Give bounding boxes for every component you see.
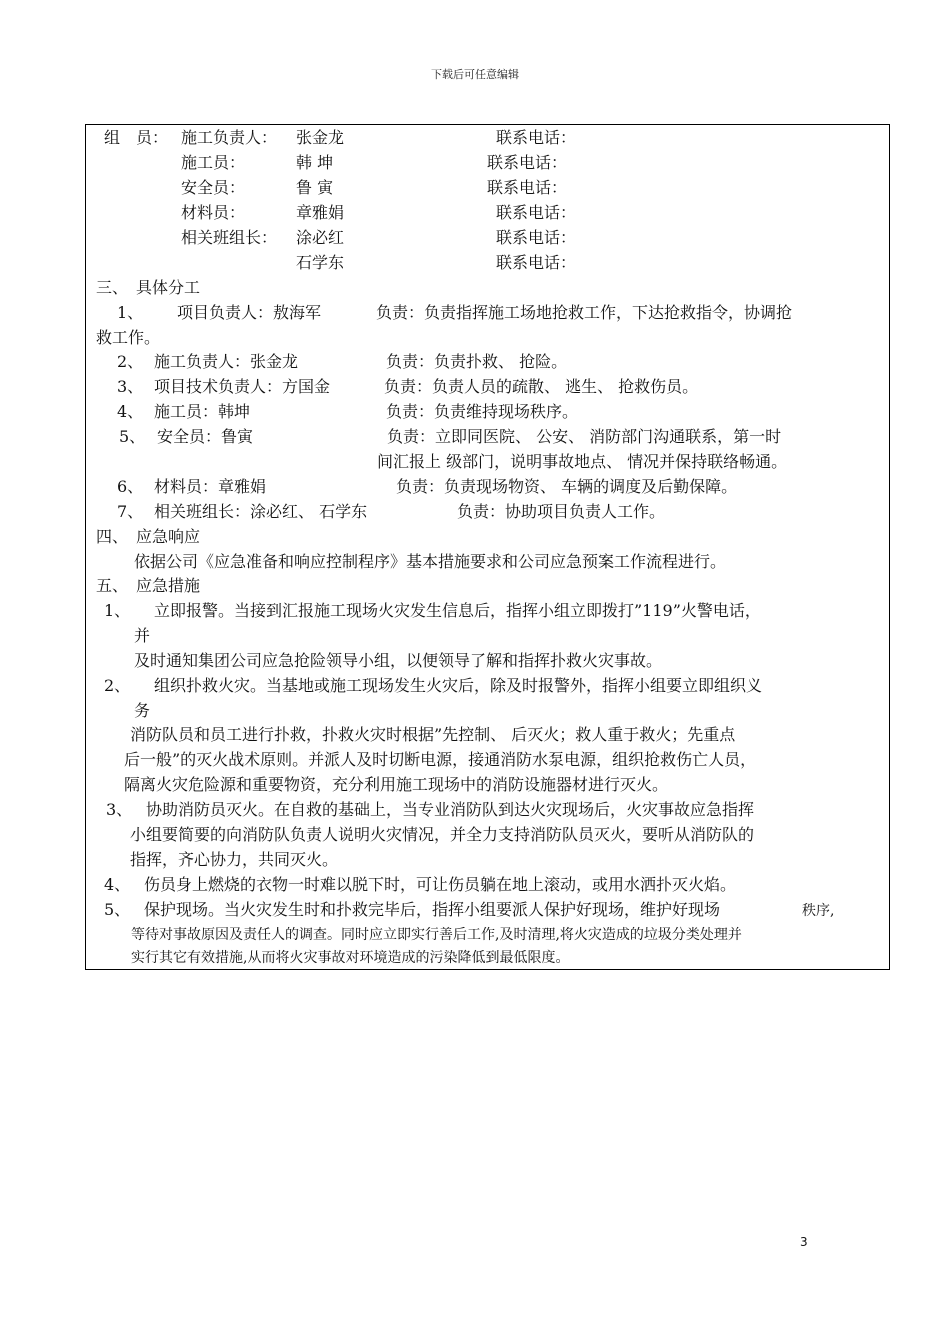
section-title: 三、 具体分工 <box>96 278 201 297</box>
measure-number: 3、 <box>106 800 133 819</box>
member-name: 张金龙 <box>296 128 345 147</box>
measure-number: 4、 <box>104 875 131 894</box>
item-number: 7、 <box>117 502 144 521</box>
item-person: 安全员：鲁寅 <box>157 427 254 446</box>
item-number: 1、 <box>117 303 144 322</box>
item-duty: 负责：负责维持现场秩序。 <box>386 402 579 421</box>
member-phone: 联系电话： <box>496 203 577 222</box>
measure-number: 5、 <box>104 900 131 919</box>
section-text: 依据公司《应急准备和响应控制程序》基本措施要求和公司应急预案工作流程进行。 <box>134 552 727 571</box>
item-person: 施工负责人：张金龙 <box>154 352 299 371</box>
member-phone: 联系电话： <box>496 128 577 147</box>
item-person: 施工员：韩坤 <box>154 402 251 421</box>
item-number: 4、 <box>117 402 144 421</box>
item-duty: 负责：负责人员的疏散、 逃生、 抢救伤员。 <box>384 377 699 396</box>
measure-text: 保护现场。当火灾发生时和扑救完毕后，指挥小组要派人保护好现场，维护好现场 <box>144 900 721 919</box>
member-role: 施工员： <box>181 153 246 172</box>
page-header: 下载后可任意编辑 <box>431 68 519 81</box>
measure-text: 及时通知集团公司应急抢险领导小组，以便领导了解和指挥扑救火灾事故。 <box>134 651 663 670</box>
section-title: 五、 应急措施 <box>96 576 201 595</box>
item-duty: 负责：负责扑救、 抢险。 <box>386 352 568 371</box>
measure-text: 务 <box>134 701 151 720</box>
member-name: 石学东 <box>296 253 345 272</box>
measure-text: 指挥，齐心协力，共同灭火。 <box>130 850 339 869</box>
item-person: 项目技术负责人：方国金 <box>154 377 331 396</box>
member-name: 涂必红 <box>296 228 345 247</box>
item-duty: 负责：立即同医院、 公安、 消防部门沟通联系，第一时 <box>387 427 782 446</box>
item-person: 材料员：章雅娟 <box>154 477 267 496</box>
measure-text-small: 实行其它有效措施,从而将火灾事故对环境造成的污染降低到最低限度。 <box>131 950 570 966</box>
item-duty-cont: 间汇报上 级部门，说明事故地点、 情况并保持联络畅通。 <box>377 452 788 471</box>
measure-text: 隔离火灾危险源和重要物资，充分利用施工现场中的消防设施器材进行灭火。 <box>124 775 669 794</box>
member-role: 相关班组长： <box>181 228 278 247</box>
item-number: 3、 <box>117 377 144 396</box>
member-name: 韩 坤 <box>296 153 334 172</box>
measure-number: 1、 <box>104 601 131 620</box>
measure-text: 组织扑救火灾。当基地或施工现场发生火灾后，除及时报警外，指挥小组要立即组织义 <box>154 676 763 695</box>
item-number: 5、 <box>119 427 146 446</box>
member-phone: 联系电话： <box>496 253 577 272</box>
member-phone: 联系电话： <box>487 153 568 172</box>
item-duty: 负责：负责现场物资、 车辆的调度及后勤保障。 <box>396 477 738 496</box>
measure-text: 伤员身上燃烧的衣物一时难以脱下时，可让伤员躺在地上滚动，或用水洒扑灭火焰。 <box>144 875 737 894</box>
member-name: 章雅娟 <box>296 203 345 222</box>
item-number: 2、 <box>117 352 144 371</box>
measure-number: 2、 <box>104 676 131 695</box>
measure-text: 消防队员和员工进行扑救，扑救火灾时根据”先控制、 后灭火；救人重于救火；先重点 <box>130 725 736 744</box>
measure-text: 并 <box>134 626 151 645</box>
member-role: 施工负责人： <box>181 128 278 147</box>
item-person: 相关班组长：涂必红、 石学东 <box>154 502 368 521</box>
item-duty: 负责：负责指挥施工场地抢救工作，下达抢救指令，协调抢 <box>376 303 793 322</box>
item-duty-cont: 救工作。 <box>96 328 161 347</box>
item-person: 项目负责人：敖海军 <box>177 303 322 322</box>
member-role: 材料员： <box>181 203 246 222</box>
member-phone: 联系电话： <box>496 228 577 247</box>
measure-text: 小组要简要的向消防队负责人说明火灾情况，并全力支持消防队员灭火，要听从消防队的 <box>130 825 755 844</box>
measure-text: 协助消防员灭火。在自救的基础上，当专业消防队到达火灾现场后，火灾事故应急指挥 <box>146 800 755 819</box>
page-number: 3 <box>800 1235 808 1249</box>
member-phone: 联系电话： <box>487 178 568 197</box>
member-name: 鲁 寅 <box>296 178 334 197</box>
item-number: 6、 <box>117 477 144 496</box>
members-label: 组 员： <box>104 128 169 147</box>
section-title: 四、 应急响应 <box>96 527 201 546</box>
measure-text-small: 秩序, <box>802 903 835 919</box>
measure-text-small: 等待对事故原因及责任人的调查。同时应立即实行善后工作,及时清理,将火灾造成的垃圾分类处理并 <box>131 927 742 943</box>
item-duty: 负责：协助项目负责人工作。 <box>457 502 666 521</box>
measure-text: 立即报警。当接到汇报施工现场火灾发生信息后，指挥小组立即拨打”119”火警电话， <box>154 601 761 620</box>
member-role: 安全员： <box>181 178 246 197</box>
measure-text: 后一般”的灭火战术原则。并派人及时切断电源，接通消防水泵电源，组织抢救伤亡人员， <box>124 750 757 769</box>
